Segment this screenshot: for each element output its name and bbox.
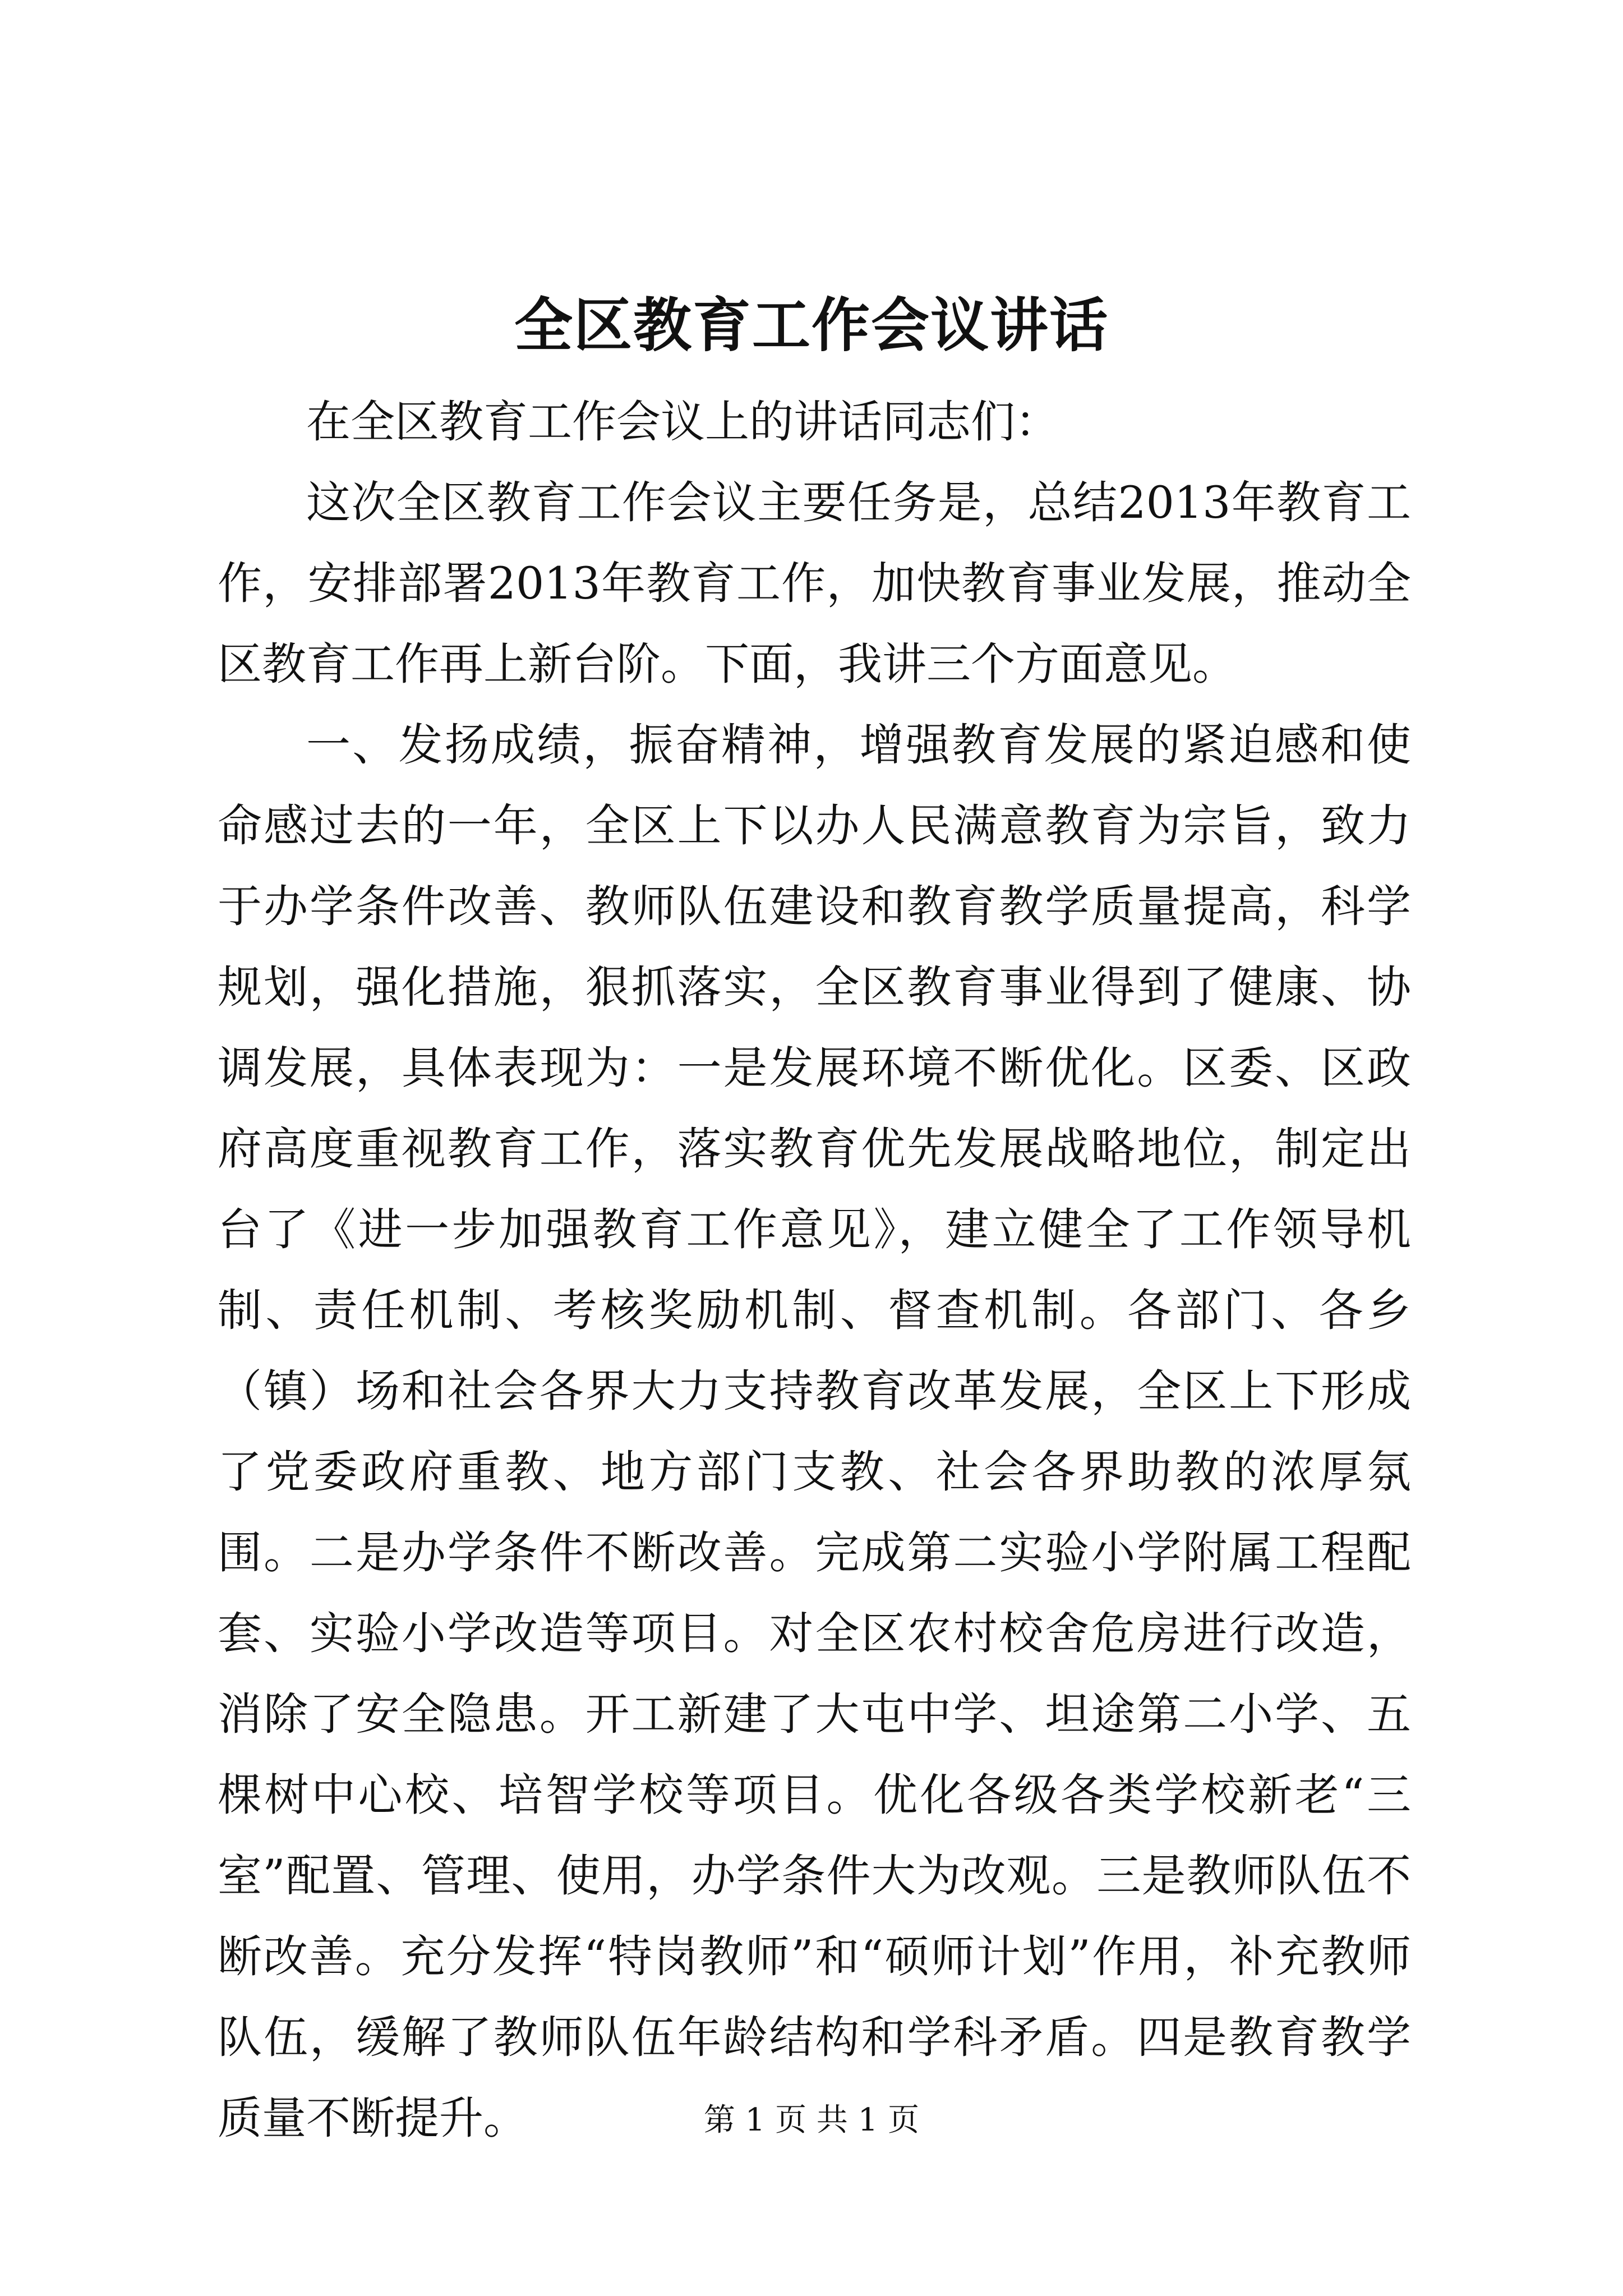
paragraph-intro: 这次全区教育工作会议主要任务是，总结2013年教育工作，安排部署2013年教育工作，加快教育事业发展，推动全区教育工作再上新台阶。下面，我讲三个方面意见。 <box>218 477 1411 690</box>
paragraph-section-one: 一、发扬成绩，振奋精神，增强教育发展的紧迫感和使命感过去的一年，全区上下以办人民满意教育为宗旨，致力于办学条件改善、教师队伍建设和教育教学质量提高，科学规划，强化措施，狠抓落实，全区教育事业得到了健康、协调发展，具体表现为：一是发展环境不断优化。区委、区政府高度重视教育工作，落实教育优先发展战略地位，制定出台了《进一步加强教育工作意见》，建立健全了工作领导机制、责任机制、考核奖励机制、督查机制。各部门、各乡（镇）场和社会各界大力支持教育改革发展，全区上下形成了党委政府重教、地方部门支教、社会各界助教的浓厚氛围。二是办学条件不断改善。完成第二实验小学附属工程配套、实验小学改造等项目。对全区农村校舍危房进行改造，消除了安全隐患。开工新建了大屯中学、坦途第二小学、五棵树中心校、培智学校等项目。优化各级各类学校新老“三室”配置、管理、使用，办学条件大为改观。三是教师队伍不断改善。充分发挥“特岗教师”和“硕师计划”作用，补充教师队伍，缓解了教师队伍年龄结构和学科矛盾。四是教育教学质量不断提升。 <box>218 719 1411 2144</box>
paragraph-greeting: 在全区教育工作会议上的讲话同志们： <box>306 396 1059 448</box>
document-title: 全区教育工作会议讲话 <box>514 291 1109 360</box>
page-footer: 第 1 页 共 1 页 <box>703 2102 920 2138</box>
document-body <box>218 381 1411 2159</box>
